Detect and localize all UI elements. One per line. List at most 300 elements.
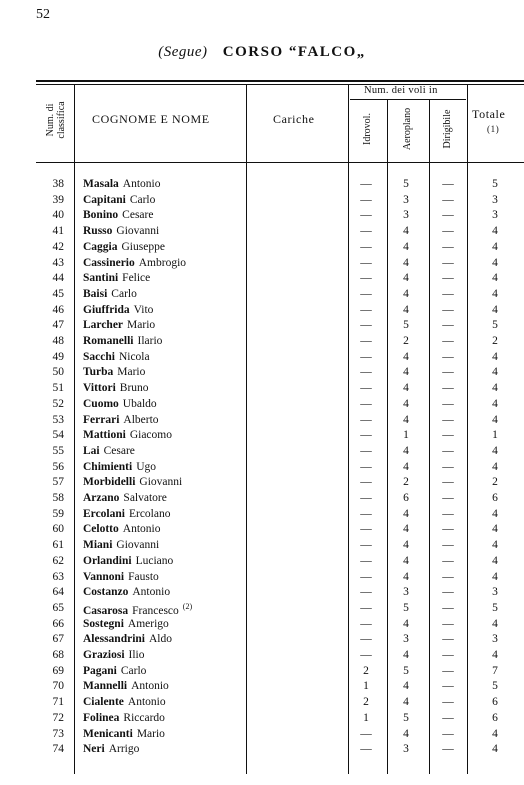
row-name <box>83 680 169 692</box>
row-aeroplano: 4 <box>403 554 409 567</box>
row-name <box>83 257 186 269</box>
table-row <box>0 272 524 288</box>
row-name <box>83 288 137 300</box>
row-idrovol: — <box>360 601 372 614</box>
row-idrovol: — <box>360 287 372 300</box>
row-idrovol: — <box>360 743 372 756</box>
row-aeroplano: 4 <box>403 240 409 253</box>
row-totale: 1 <box>492 429 498 442</box>
row-dirigibile: — <box>442 240 454 253</box>
row-idrovol: 1 <box>363 680 369 693</box>
row-name <box>83 523 160 535</box>
row-number: 61 <box>52 539 64 552</box>
row-number: 44 <box>52 272 64 285</box>
header-bottom-rule <box>36 162 524 163</box>
row-number: 40 <box>52 209 64 222</box>
row-footnote-mark: (2) <box>182 601 193 611</box>
title-segue: (Segue) <box>158 44 208 60</box>
row-name <box>83 712 165 724</box>
row-surname: Cialente <box>83 696 124 709</box>
row-given-name: Giovanni <box>116 539 160 552</box>
row-number: 39 <box>52 193 64 206</box>
row-dirigibile: — <box>442 586 454 599</box>
row-surname: Capitani <box>83 193 126 206</box>
row-aeroplano: 4 <box>403 649 409 661</box>
row-aeroplano: 5 <box>403 664 409 677</box>
header-totale: Totale <box>472 107 506 121</box>
row-aeroplano: 4 <box>403 225 409 238</box>
row-idrovol: — <box>360 649 372 661</box>
header-idrovol: Idrovol. <box>362 113 373 145</box>
row-totale: 4 <box>492 460 498 473</box>
row-dirigibile: — <box>442 711 454 724</box>
row-totale: 3 <box>492 586 498 599</box>
row-surname: Miani <box>83 539 113 552</box>
row-aeroplano: 4 <box>403 413 409 426</box>
row-given-name: Vito <box>133 303 154 316</box>
row-idrovol: — <box>360 397 372 410</box>
row-surname: Caggia <box>83 240 118 253</box>
row-surname: Turba <box>83 366 114 379</box>
row-name <box>83 225 159 237</box>
row-name <box>83 209 153 221</box>
row-given-name: Nicola <box>118 350 150 363</box>
row-given-name: Carlo <box>129 193 156 206</box>
row-given-name: Mario <box>117 366 146 379</box>
row-given-name: Mario <box>127 319 156 332</box>
row-number: 52 <box>52 397 64 410</box>
table-top-rule-thin <box>36 84 524 85</box>
row-name <box>83 728 165 740</box>
row-dirigibile: — <box>442 225 454 238</box>
row-surname: Bonino <box>83 209 119 222</box>
row-idrovol: — <box>360 429 372 442</box>
row-number: 56 <box>52 460 64 473</box>
row-totale: 4 <box>492 256 498 269</box>
row-idrovol: — <box>360 633 372 646</box>
row-idrovol: — <box>360 303 372 316</box>
row-dirigibile: — <box>442 507 454 520</box>
row-totale: 4 <box>492 507 498 520</box>
row-given-name: Arrigo <box>108 743 140 756</box>
row-given-name: Amerigo <box>127 617 169 630</box>
row-number: 43 <box>52 256 64 269</box>
row-given-name: Giovanni <box>116 225 160 238</box>
row-idrovol: — <box>360 366 372 379</box>
row-given-name: Giuseppe <box>121 240 165 253</box>
table-row <box>0 366 524 382</box>
row-number: 72 <box>52 711 64 724</box>
row-totale: 4 <box>492 539 498 552</box>
row-given-name: Antonio <box>131 680 169 693</box>
row-name <box>83 319 155 331</box>
row-name <box>83 508 170 520</box>
row-name <box>83 335 162 347</box>
row-number: 71 <box>52 696 64 709</box>
row-surname: Sostegni <box>83 617 124 630</box>
row-name <box>83 476 182 488</box>
row-aeroplano: 4 <box>403 570 409 583</box>
row-aeroplano: 5 <box>403 319 409 332</box>
row-given-name: Giovanni <box>139 476 183 489</box>
row-aeroplano: 4 <box>403 350 409 363</box>
row-idrovol: 2 <box>363 664 369 677</box>
row-dirigibile: — <box>442 193 454 206</box>
row-number: 64 <box>52 586 64 599</box>
row-idrovol: — <box>360 240 372 253</box>
row-name <box>83 571 159 583</box>
row-idrovol: — <box>360 413 372 426</box>
row-given-name: Alberto <box>123 413 159 426</box>
table-row <box>0 665 524 681</box>
row-idrovol: — <box>360 178 372 190</box>
row-number: 62 <box>52 554 64 567</box>
row-aeroplano: 4 <box>403 287 409 300</box>
row-idrovol: — <box>360 586 372 599</box>
row-aeroplano: 3 <box>403 193 409 206</box>
row-name <box>83 539 159 551</box>
row-surname: Vannoni <box>83 570 125 583</box>
row-surname: Arzano <box>83 492 120 504</box>
header-cognome-nome: COGNOME E NOME <box>92 112 210 126</box>
table-row <box>0 696 524 712</box>
header-voli-group: Num. dei voli in <box>364 85 438 96</box>
table-row <box>0 209 524 225</box>
row-idrovol: — <box>360 476 372 489</box>
row-dirigibile: — <box>442 727 454 740</box>
row-number: 63 <box>52 570 64 583</box>
row-number: 59 <box>52 507 64 520</box>
row-idrovol: 2 <box>363 696 369 709</box>
row-aeroplano: 5 <box>403 601 409 614</box>
row-number: 73 <box>52 727 64 740</box>
row-dirigibile: — <box>442 492 454 504</box>
row-given-name: Antonio <box>122 523 161 536</box>
row-name <box>83 382 149 394</box>
row-given-name: Cesare <box>103 444 135 457</box>
table-row <box>0 194 524 210</box>
table-top-rule <box>36 80 524 82</box>
row-number: 74 <box>52 743 64 756</box>
row-totale: 5 <box>492 601 498 614</box>
row-totale: 4 <box>492 743 498 756</box>
row-totale: 3 <box>492 209 498 222</box>
row-surname: Morbidelli <box>83 476 136 489</box>
row-given-name: Antonio <box>127 696 166 709</box>
row-totale: 5 <box>492 178 498 190</box>
row-dirigibile: — <box>442 272 454 285</box>
row-totale: 4 <box>492 287 498 300</box>
row-aeroplano: 4 <box>403 617 409 630</box>
row-aeroplano: 4 <box>403 460 409 473</box>
row-totale: 5 <box>492 680 498 693</box>
row-totale: 4 <box>492 554 498 567</box>
header-dirigibile: Dirigibile <box>442 109 453 149</box>
table-row <box>0 680 524 696</box>
row-idrovol: — <box>360 193 372 206</box>
row-surname: Alessandrini <box>83 633 145 646</box>
row-idrovol: — <box>360 256 372 269</box>
row-surname: Russo <box>83 225 113 238</box>
row-surname: Cuomo <box>83 397 119 410</box>
row-surname: Menicanti <box>83 727 133 740</box>
row-surname: Celotto <box>83 523 119 536</box>
row-surname: Ercolani <box>83 507 125 520</box>
row-totale: 4 <box>492 240 498 253</box>
table-row <box>0 445 524 461</box>
row-idrovol: — <box>360 444 372 457</box>
row-idrovol: — <box>360 507 372 520</box>
row-given-name: Ambrogio <box>138 256 187 269</box>
row-dirigibile: — <box>442 476 454 489</box>
row-aeroplano: 1 <box>403 429 409 442</box>
table-row <box>0 602 524 618</box>
row-aeroplano: 3 <box>403 209 409 222</box>
row-dirigibile: — <box>442 287 454 300</box>
row-dirigibile: — <box>442 178 454 190</box>
row-dirigibile: — <box>442 633 454 646</box>
row-name <box>83 602 192 617</box>
table-row <box>0 351 524 367</box>
row-given-name: Giacomo <box>129 429 172 442</box>
row-number: 51 <box>52 382 64 395</box>
table-row <box>0 257 524 273</box>
row-totale: 4 <box>492 444 498 457</box>
header-num-classifica <box>45 90 69 150</box>
row-totale: 4 <box>492 350 498 363</box>
row-name <box>83 194 155 206</box>
row-totale: 4 <box>492 225 498 238</box>
row-given-name: Felice <box>122 272 151 285</box>
row-dirigibile: — <box>442 680 454 693</box>
row-name <box>83 696 166 708</box>
row-given-name: Ugo <box>136 460 157 473</box>
row-number: 65 <box>52 601 64 614</box>
row-surname: Orlandini <box>83 554 132 567</box>
row-number: 54 <box>52 429 64 442</box>
row-given-name: Fausto <box>128 570 159 583</box>
row-surname: Masala <box>83 178 119 190</box>
table-row <box>0 586 524 602</box>
header-aeroplano: Aeroplano <box>402 107 413 151</box>
table-row <box>0 461 524 477</box>
table-row <box>0 571 524 587</box>
table-row <box>0 743 524 759</box>
row-aeroplano: 4 <box>403 303 409 316</box>
row-surname: Neri <box>83 743 105 756</box>
row-idrovol: — <box>360 319 372 332</box>
row-dirigibile: — <box>442 413 454 426</box>
table-row <box>0 429 524 445</box>
row-aeroplano: 4 <box>403 539 409 552</box>
row-given-name: Ilario <box>137 335 163 347</box>
row-totale: 4 <box>492 397 498 410</box>
row-given-name: Bruno <box>119 382 149 395</box>
table-row <box>0 178 524 194</box>
row-name <box>83 304 153 316</box>
table-row <box>0 633 524 649</box>
row-name <box>83 555 173 567</box>
row-dirigibile: — <box>442 601 454 614</box>
row-name <box>83 743 139 755</box>
row-aeroplano: 4 <box>403 680 409 693</box>
row-number: 45 <box>52 287 64 300</box>
row-idrovol: — <box>360 335 372 347</box>
row-name <box>83 492 167 504</box>
row-number: 46 <box>52 303 64 316</box>
row-dirigibile: — <box>442 256 454 269</box>
row-dirigibile: — <box>442 570 454 583</box>
row-given-name: Ubaldo <box>122 397 157 410</box>
row-aeroplano: 4 <box>403 272 409 285</box>
row-surname: Chimienti <box>83 460 133 473</box>
row-number: 58 <box>52 492 64 504</box>
row-name <box>83 414 159 426</box>
row-name <box>83 445 135 457</box>
row-given-name: Mario <box>136 727 165 740</box>
table-row <box>0 476 524 492</box>
row-totale: 5 <box>492 319 498 332</box>
row-number: 47 <box>52 319 64 332</box>
row-aeroplano: 4 <box>403 507 409 520</box>
row-aeroplano: 4 <box>403 397 409 410</box>
row-given-name: Luciano <box>135 554 174 567</box>
row-aeroplano: 4 <box>403 256 409 269</box>
row-surname: Graziosi <box>83 649 125 661</box>
table-row <box>0 508 524 524</box>
table-row <box>0 288 524 304</box>
row-dirigibile: — <box>442 209 454 222</box>
row-number: 49 <box>52 350 64 363</box>
row-given-name: Salvatore <box>123 492 167 504</box>
table-row <box>0 555 524 571</box>
page-title <box>0 42 524 61</box>
page-number: 52 <box>36 7 50 22</box>
row-dirigibile: — <box>442 444 454 457</box>
row-number: 48 <box>52 335 64 347</box>
row-aeroplano: 4 <box>403 727 409 740</box>
header-num-line1: Num. di <box>45 103 56 137</box>
row-totale: 6 <box>492 696 498 709</box>
row-totale: 7 <box>492 664 498 677</box>
header-totale-note: (1) <box>487 124 500 134</box>
row-idrovol: — <box>360 727 372 740</box>
row-dirigibile: — <box>442 350 454 363</box>
row-surname: Giuffrida <box>83 303 130 316</box>
row-number: 53 <box>52 413 64 426</box>
row-dirigibile: — <box>442 554 454 567</box>
row-name <box>83 178 160 190</box>
table-row <box>0 304 524 320</box>
header-num-line2: classifica <box>56 101 67 139</box>
row-given-name: Carlo <box>111 287 137 300</box>
table-row <box>0 225 524 241</box>
row-name <box>83 649 145 661</box>
row-surname: Romanelli <box>83 335 134 347</box>
row-dirigibile: — <box>442 429 454 442</box>
row-idrovol: 1 <box>363 711 369 724</box>
row-aeroplano: 4 <box>403 523 409 536</box>
row-dirigibile: — <box>442 382 454 395</box>
row-surname: Folinea <box>83 711 120 724</box>
row-dirigibile: — <box>442 696 454 709</box>
row-dirigibile: — <box>442 319 454 332</box>
row-totale: 4 <box>492 617 498 630</box>
row-given-name: Riccardo <box>123 711 165 724</box>
row-surname: Casarosa <box>83 604 129 617</box>
row-surname: Costanzo <box>83 586 129 599</box>
row-aeroplano: 6 <box>403 492 409 504</box>
row-given-name: Ercolano <box>128 507 171 520</box>
row-number: 69 <box>52 664 64 677</box>
row-totale: 2 <box>492 476 498 489</box>
row-totale: 4 <box>492 303 498 316</box>
row-surname: Vittori <box>83 382 116 395</box>
row-number: 66 <box>52 617 64 630</box>
row-name <box>83 429 172 441</box>
row-surname: Larcher <box>83 319 124 332</box>
row-totale: 4 <box>492 649 498 661</box>
row-aeroplano: 5 <box>403 178 409 190</box>
row-surname: Sacchi <box>83 350 115 363</box>
row-given-name: Aldo <box>149 633 172 646</box>
row-number: 38 <box>52 178 64 190</box>
row-totale: 6 <box>492 711 498 724</box>
row-aeroplano: 5 <box>403 711 409 724</box>
row-idrovol: — <box>360 617 372 630</box>
row-surname: Pagani <box>83 664 117 677</box>
row-number: 60 <box>52 523 64 536</box>
row-name <box>83 665 146 677</box>
row-totale: 4 <box>492 272 498 285</box>
row-aeroplano: 3 <box>403 633 409 646</box>
row-idrovol: — <box>360 492 372 504</box>
row-dirigibile: — <box>442 743 454 756</box>
row-dirigibile: — <box>442 617 454 630</box>
row-totale: 4 <box>492 382 498 395</box>
row-name <box>83 398 157 410</box>
table-row <box>0 319 524 335</box>
row-totale: 4 <box>492 727 498 740</box>
row-aeroplano: 2 <box>403 476 409 489</box>
row-aeroplano: 3 <box>403 743 409 756</box>
row-surname: Lai <box>83 444 100 457</box>
row-number: 41 <box>52 225 64 238</box>
table-row <box>0 618 524 634</box>
row-idrovol: — <box>360 209 372 222</box>
row-idrovol: — <box>360 350 372 363</box>
row-surname: Ferrari <box>83 413 120 426</box>
row-idrovol: — <box>360 460 372 473</box>
row-dirigibile: — <box>442 335 454 347</box>
row-totale: 4 <box>492 413 498 426</box>
row-dirigibile: — <box>442 303 454 316</box>
row-number: 42 <box>52 240 64 253</box>
row-surname: Mattioni <box>83 429 126 442</box>
row-given-name: Antonio <box>122 178 161 190</box>
row-name <box>83 586 170 598</box>
row-name <box>83 633 172 645</box>
row-aeroplano: 2 <box>403 335 409 347</box>
row-totale: 3 <box>492 193 498 206</box>
row-aeroplano: 4 <box>403 696 409 709</box>
table-row <box>0 398 524 414</box>
row-number: 50 <box>52 366 64 379</box>
row-name <box>83 272 150 284</box>
title-corso: CORSO “FALCO„ <box>222 44 366 60</box>
row-surname: Santini <box>83 272 119 285</box>
row-given-name: Carlo <box>120 664 147 677</box>
